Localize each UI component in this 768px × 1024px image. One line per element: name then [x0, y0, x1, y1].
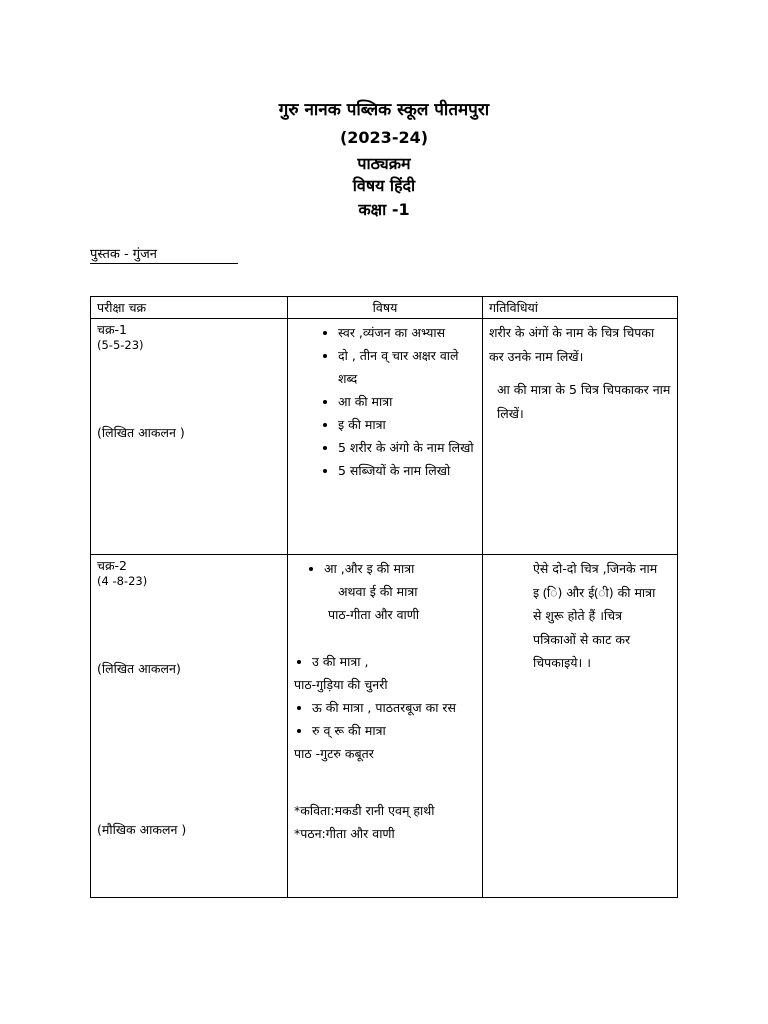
list-item: • दो , तीन व् चार अक्षर वाले शब्द: [338, 344, 476, 390]
cycle-label: चक्र-1: [97, 322, 128, 337]
topic-line: पाठ-गीता और वाणी: [328, 607, 420, 622]
header-subject: विषय: [288, 297, 483, 319]
oral-topic: *पठन:गीता और वाणी: [294, 826, 395, 841]
syllabus-title: पाठ्यक्रम: [357, 154, 411, 173]
table-row: [91, 319, 678, 555]
topic-line: अथवा ई की मात्रा: [338, 584, 418, 599]
list-item: • 5 सब्जियों के नाम लिखो: [338, 459, 476, 482]
list-item: • आ ,और इ की मात्रा: [324, 557, 476, 580]
list-item: • उ की मात्रा ,: [312, 650, 476, 673]
cycle-date: (4 -8-23): [97, 574, 148, 588]
list-item: • रु व् रू की मात्रा: [312, 719, 476, 742]
activities-cell: [483, 319, 678, 555]
assessment-oral-label: (मौखिक आकलन ): [97, 822, 187, 837]
table-row: [91, 555, 678, 898]
list-item: • स्वर ,व्यंजन का अभ्यास: [338, 321, 476, 344]
header-activities: गतिविधियां: [483, 297, 678, 319]
cycle-date: (5-5-23): [97, 338, 144, 352]
header-exam-cycle: परीक्षा चक्र: [91, 297, 288, 319]
list-item: • इ की मात्रा: [338, 413, 476, 436]
school-name: गुरु नानक पब्लिक स्कूल पीतमपुरा: [278, 100, 490, 120]
topics-cell: [288, 555, 483, 898]
assessment-label: (लिखित आकलन ): [97, 425, 185, 440]
cycle-cell: [91, 319, 288, 555]
assessment-written-label: (लिखित आकलन): [97, 661, 181, 676]
class-title: कक्षा -1: [358, 200, 410, 219]
topic-list: [294, 321, 476, 482]
topic-line: पाठ -गुटरु कबूतर: [294, 746, 374, 761]
activity-text: आ की मात्रा के 5 चित्र चिपकाकर नाम लिखें।: [497, 382, 671, 421]
list-item: • 5 शरीर के अंगो के नाम लिखो: [338, 436, 476, 459]
syllabus-table: [90, 296, 678, 898]
table-header-row: [91, 297, 678, 319]
cycle-label: चक्र-2: [97, 558, 128, 573]
topics-cell: [288, 319, 483, 555]
list-item: • ऊ की मात्रा , पाठतरबूज का रस: [312, 696, 476, 719]
oral-topic: *कविता:मकडी रानी एवम् हाथी: [294, 803, 435, 818]
subject-title: विषय हिंदी: [352, 176, 416, 195]
activity-text: ऐसे दो-दो चित्र ,जिनके नाम इ (ि) और ई(ी) की मात्रा से शुरू होते हैं ।चित्र पत्रिकाओं से काट कर चिपकाइये। ।: [533, 561, 658, 670]
book-name: पुस्तक - गुंजन: [90, 244, 238, 264]
activity-text: शरीर के अंगों के नाम के चित्र चिपका कर उनके नाम लिखें।: [489, 325, 655, 364]
session-year: (2023-24): [339, 128, 429, 147]
cycle-cell: [91, 555, 288, 898]
activities-cell: [483, 555, 678, 898]
topic-line: पाठ-गुड़िया की चुनरी: [294, 677, 388, 692]
list-item: • आ की मात्रा: [338, 390, 476, 413]
